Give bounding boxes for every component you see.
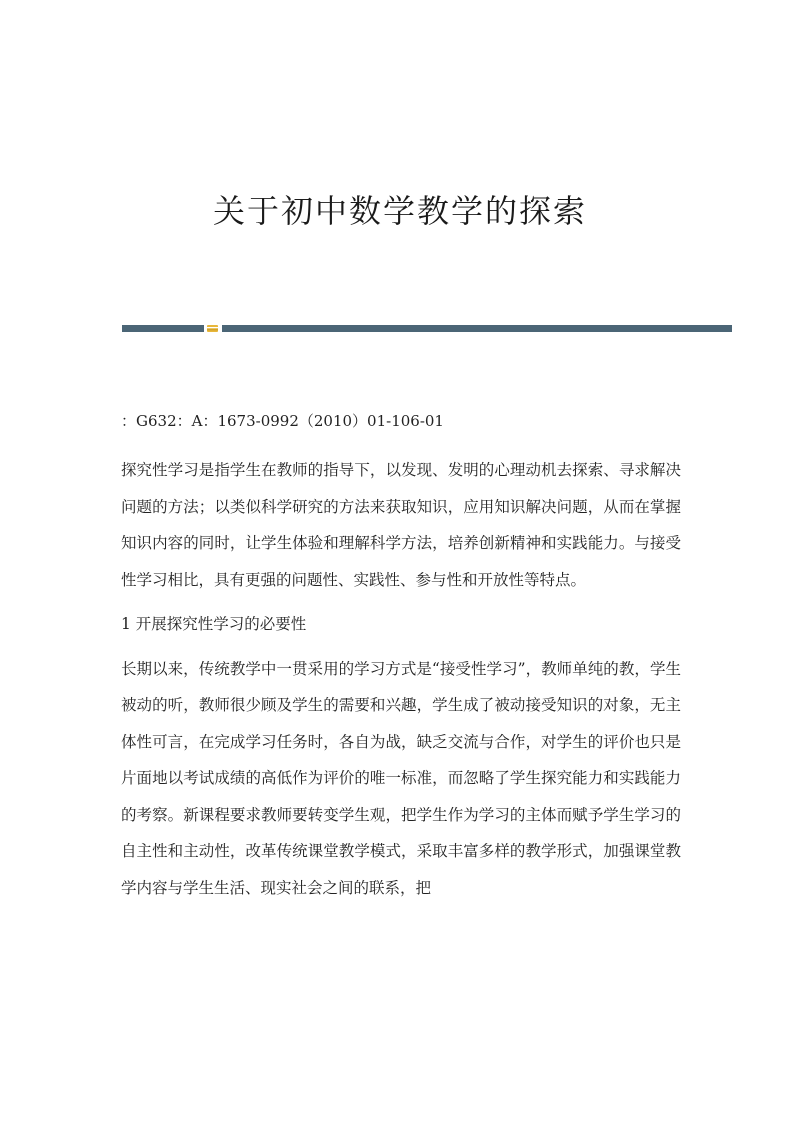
intro-paragraph: 探究性学习是指学生在教师的指导下，以发现、发明的心理动机去探索、寻求解决问题的方法；以类似科学研究的方法来获取知识，应用知识解决问题，从而在掌握知识内容的同时，让学生体验和理解科学方法，培养创新精神和实践能力。与接受性学习相比，具有更强的问题性、实践性、参与性和开放性等特点。 (121, 461, 681, 589)
page-title: 关于初中数学教学的探索 (212, 192, 587, 230)
divider-right-segment (222, 325, 732, 332)
section-heading: 1 开展探究性学习的必要性 (121, 615, 307, 633)
divider-left-segment (122, 325, 204, 332)
document-body (121, 406, 681, 914)
classification-line: ：G632：A：1673-0992（2010）01-106-01 (121, 412, 444, 430)
pencil-ornament-icon (206, 323, 219, 334)
section-paragraph: 长期以来，传统教学中一贯采用的学习方式是“接受性学习”，教师单纯的教，学生被动的听，教师很少顾及学生的需要和兴趣，学生成了被动接受知识的对象，无主体性可言，在完成学习任务时，各自为战，缺乏交流与合作，对学生的评价也只是片面地以考试成绩的高低作为评价的唯一标准，而忽略了学生探究能力和实践能力的考察。新课程要求教师要转变学生观，把学生作为学习的主体而赋予学生学习的自主性和主动性，改革传统课堂教学模式，采取丰富多样的教学形式，加强课堂教学内容与学生生活、现实社会之间的联系，把 (121, 659, 681, 897)
title-divider (122, 325, 732, 333)
